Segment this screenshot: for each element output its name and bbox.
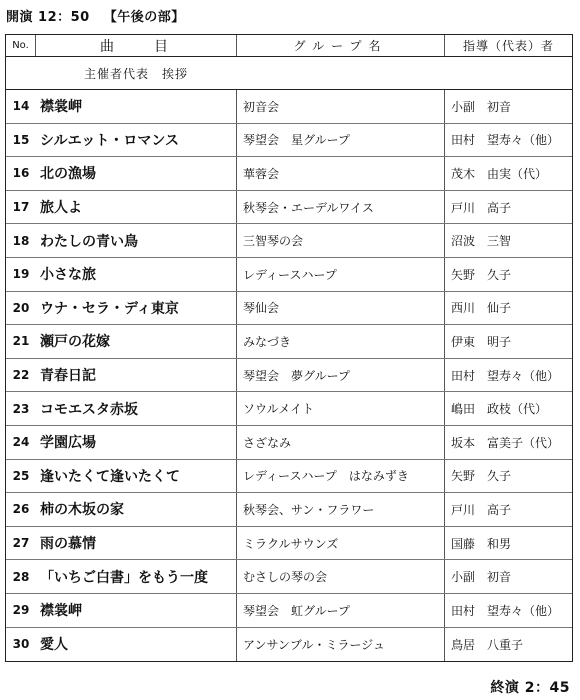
- group-name: ソウルメイト: [236, 392, 444, 425]
- song-title: 「いちご白書」をもう一度: [40, 569, 208, 586]
- performance-number: 30: [12, 637, 30, 652]
- group-name: アンサンブル・ミラージュ: [236, 628, 444, 662]
- song-title: シルエット・ロマンス: [40, 132, 179, 149]
- group-name: 秋琴会、サン・フラワー: [236, 493, 444, 526]
- song-title: ウナ・セラ・ディ東京: [40, 300, 179, 317]
- performance-number: 21: [12, 334, 30, 349]
- performance-number: 16: [12, 166, 30, 181]
- closing-time: 終演 2：45: [490, 680, 570, 696]
- group-name: レディースハープ はなみずき: [236, 460, 444, 493]
- group-name: 三智琴の会: [236, 224, 444, 257]
- program-row: [6, 460, 572, 494]
- performance-number: 28: [12, 569, 30, 584]
- group-name: レディースハープ: [236, 258, 444, 291]
- group-name: 琴望会 星グループ: [236, 124, 444, 157]
- program-row: [6, 392, 572, 426]
- session-label: 【午後の部】: [103, 10, 185, 25]
- song-title: 逢いたくて逢いたくて: [40, 468, 180, 485]
- song-title: コモエスタ赤坂: [40, 401, 138, 418]
- song-title: 雨の慕情: [40, 536, 96, 553]
- song-title: 小さな旅: [40, 267, 96, 284]
- program-row: [6, 124, 572, 158]
- song-title: 襟裳岬: [40, 99, 82, 116]
- group-name: 初音会: [236, 90, 444, 123]
- performance-number: 18: [12, 233, 30, 248]
- song-title: 学園広場: [40, 435, 96, 452]
- performance-number: 22: [12, 368, 30, 383]
- program-row: [6, 292, 572, 326]
- program-row: [6, 258, 572, 292]
- program-row: [6, 157, 572, 191]
- opening-time: 開演 12：50: [6, 10, 90, 25]
- greeting-row: [6, 57, 572, 90]
- song-title: 青春日記: [40, 368, 96, 385]
- performance-number: 27: [12, 536, 30, 551]
- performance-number: 23: [12, 401, 30, 416]
- group-name: ミラクルサウンズ: [236, 527, 444, 560]
- column-header-row: [6, 35, 572, 57]
- song-title: 旅人よ: [40, 200, 82, 217]
- leader-name: 田村 望寿々（他）: [444, 594, 572, 627]
- leader-name: 戸川 高子: [444, 191, 572, 224]
- program-header: [6, 6, 185, 25]
- performance-number: 24: [12, 435, 30, 450]
- program-row: [6, 359, 572, 393]
- song-title: 襟裳岬: [40, 603, 82, 620]
- leader-name: 伊東 明子: [444, 325, 572, 358]
- program-row: [6, 628, 572, 662]
- song-title: 愛人: [40, 637, 68, 654]
- column-header-group: グループ名: [236, 35, 444, 56]
- program-row: [6, 224, 572, 258]
- performance-number: 20: [12, 300, 30, 315]
- song-title: 瀬戸の花嫁: [40, 334, 110, 351]
- program-table: [5, 34, 573, 662]
- leader-name: 矢野 久子: [444, 460, 572, 493]
- leader-name: 戸川 高子: [444, 493, 572, 526]
- column-header-leader: 指導（代表）者: [444, 35, 572, 56]
- leader-name: 嶋田 政枝（代）: [444, 392, 572, 425]
- group-name: むさしの琴の会: [236, 560, 444, 593]
- group-name: 琴望会 夢グループ: [236, 359, 444, 392]
- greeting-text: 主催者代表 挨拶: [84, 66, 189, 81]
- column-header-no: No.: [6, 35, 36, 56]
- program-row: [6, 493, 572, 527]
- leader-name: 国藤 和男: [444, 527, 572, 560]
- leader-name: 沼波 三智: [444, 224, 572, 257]
- column-header-title: 曲 目: [100, 38, 172, 55]
- program-row: [6, 325, 572, 359]
- program-row: [6, 191, 572, 225]
- leader-name: 田村 望寿々（他）: [444, 359, 572, 392]
- leader-name: 茂木 由実（代）: [444, 157, 572, 190]
- program-row: [6, 90, 572, 124]
- song-title: 柿の木坂の家: [40, 502, 124, 519]
- leader-name: 鳥居 八重子: [444, 628, 572, 662]
- leader-name: 坂本 富美子（代）: [444, 426, 572, 459]
- song-title: わたしの青い鳥: [40, 233, 138, 250]
- group-name: 琴仙会: [236, 292, 444, 325]
- leader-name: 西川 仙子: [444, 292, 572, 325]
- leader-name: 小副 初音: [444, 560, 572, 593]
- performance-number: 29: [12, 603, 30, 618]
- group-name: 秋琴会・エーデルワイス: [236, 191, 444, 224]
- program-row: [6, 527, 572, 561]
- song-title: 北の漁場: [40, 166, 96, 183]
- performance-number: 19: [12, 267, 30, 282]
- performance-number: 26: [12, 502, 30, 517]
- leader-name: 矢野 久子: [444, 258, 572, 291]
- group-name: みなづき: [236, 325, 444, 358]
- group-name: 琴望会 虹グループ: [236, 594, 444, 627]
- group-name: さざなみ: [236, 426, 444, 459]
- program-row: [6, 594, 572, 628]
- performance-number: 14: [12, 99, 30, 114]
- program-row: [6, 426, 572, 460]
- leader-name: 小副 初音: [444, 90, 572, 123]
- group-name: 華蓉会: [236, 157, 444, 190]
- performance-number: 15: [12, 132, 30, 147]
- leader-name: 田村 望寿々（他）: [444, 124, 572, 157]
- performance-number: 25: [12, 468, 30, 483]
- program-row: [6, 560, 572, 594]
- performance-number: 17: [12, 200, 30, 215]
